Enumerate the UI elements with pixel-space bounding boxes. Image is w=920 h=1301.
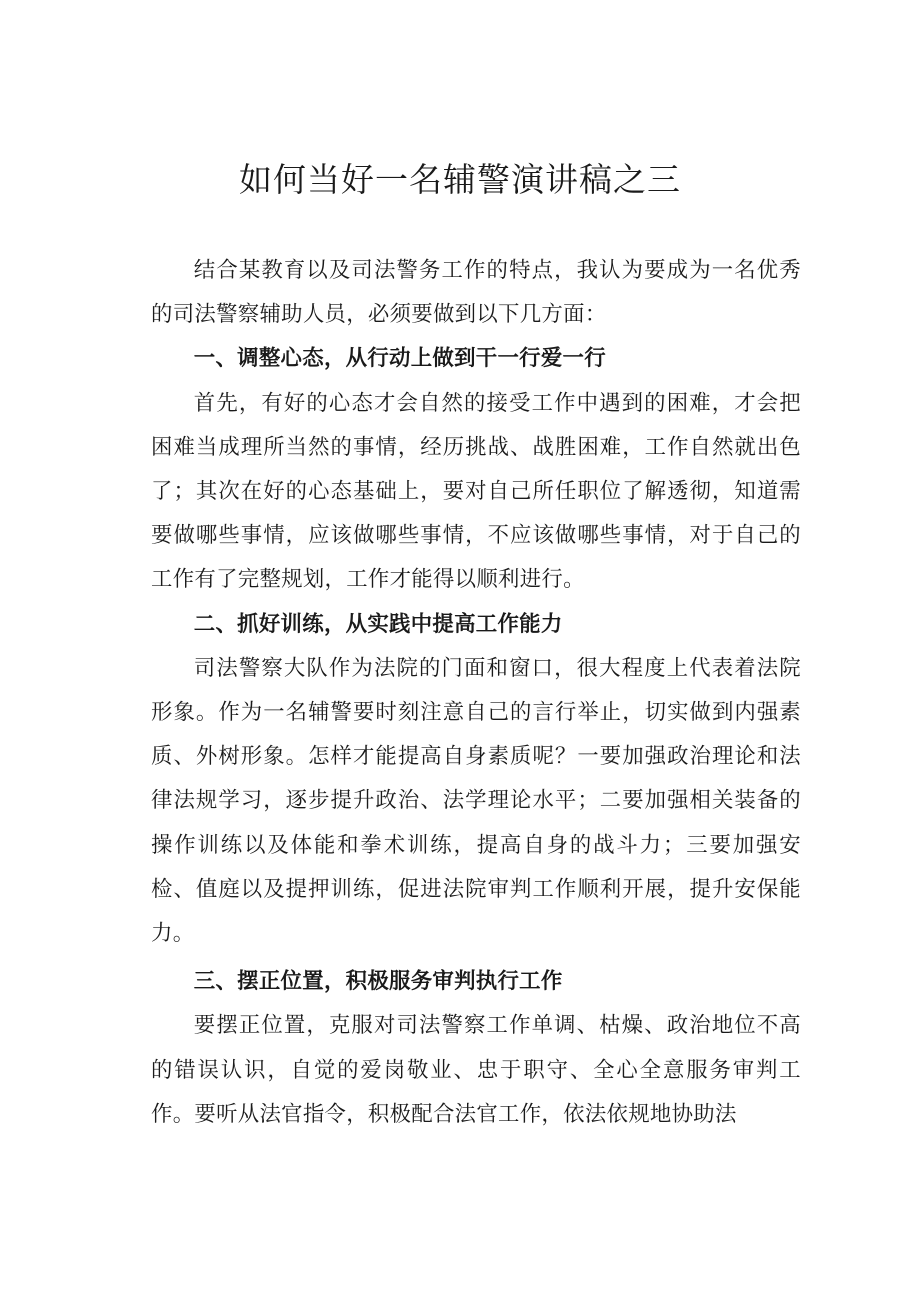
document-body — [151, 249, 801, 1137]
document-title: 如何当好一名辅警演讲稿之三 — [239, 160, 681, 199]
section-paragraph-2: 司法警察大队作为法院的门面和窗口，很大程度上代表着法院形象。作为一名辅警要时刻注意自己的言行举止，切实做到内强素质、外树形象。怎样才能提高自身素质呢？一要加强政治理论和法律法规学习，逐步提升政治、法学理论水平；二要加强相关装备的操作训练以及体能和拳术训练，提高自身的战斗力；三要加强安检、值庭以及提押训练，促进法院审判工作顺利开展，提升安保能力。 — [151, 655, 801, 947]
section-heading-1: 一、调整心态，从行动上做到干一行爱一行 — [193, 346, 606, 372]
section-paragraph-3: 要摆正位置，克服对司法警察工作单调、枯燥、政治地位不高的错误认识，自觉的爱岗敬业、忠于职守、全心全意服务审判工作。要听从法官指令，积极配合法官工作，依法依规地协助法 — [151, 1013, 801, 1127]
intro-paragraph: 结合某教育以及司法警务工作的特点，我认为要成为一名优秀的司法警察辅助人员，必须要做到以下几方面： — [151, 258, 801, 328]
section-heading-3: 三、摆正位置，积极服务审判执行工作 — [193, 969, 563, 995]
section-paragraph-1: 首先，有好的心态才会自然的接受工作中遇到的困难，才会把困难当成理所当然的事情，经历挑战、战胜困难，工作自然就出色了；其次在好的心态基础上，要对自己所任职位了解透彻，知道需要做哪些事情，应该做哪些事情，不应该做哪些事情，对于自己的工作有了完整规划，工作才能得以顺利进行。 — [151, 390, 801, 593]
section-heading-2: 二、抓好训练，从实践中提高工作能力 — [193, 611, 563, 637]
